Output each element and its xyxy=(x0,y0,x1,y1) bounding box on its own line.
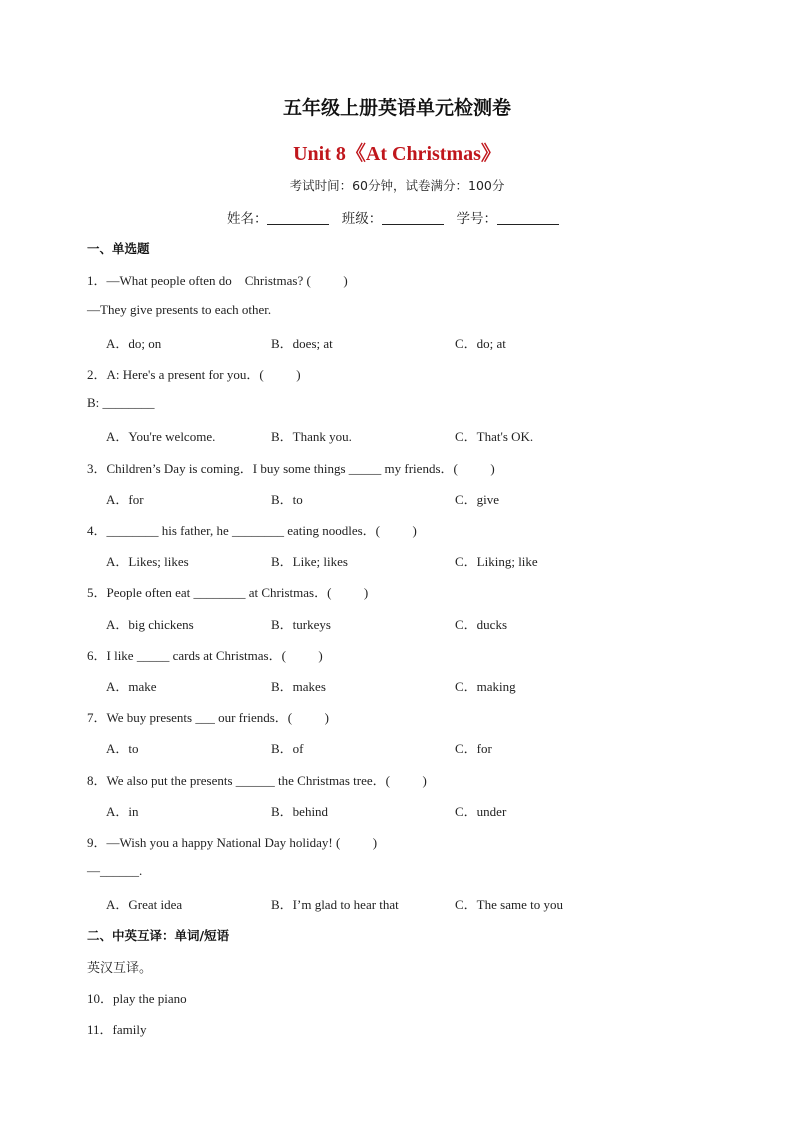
class-blank[interactable] xyxy=(382,211,444,225)
question-8: 8．We also put the presents ______ the Christmas tree．( ) xyxy=(87,773,427,788)
question-5-option-a[interactable]: A．big chickens xyxy=(106,617,194,632)
question-5-option-c[interactable]: C．ducks xyxy=(455,617,508,632)
question-2-b-line: B: ________ xyxy=(87,395,155,410)
class-label: 班级： xyxy=(341,211,383,227)
question-9-option-a[interactable]: A．Great idea xyxy=(106,897,183,912)
question-8-option-a[interactable]: A．in xyxy=(106,804,139,819)
question-10: 10．play the piano xyxy=(87,991,187,1006)
question-6: 6．I like _____ cards at Christmas．( ) xyxy=(87,648,323,663)
name-blank[interactable] xyxy=(267,211,329,225)
question-3: 3．Children’s Day is coming．I buy some things _____ my friends．( ) xyxy=(87,461,495,476)
question-1-reply: —They give presents to each other. xyxy=(87,302,272,317)
question-11: 11．family xyxy=(87,1022,147,1037)
question-9: 9．—Wish you a happy National Day holiday! ( ) xyxy=(87,835,378,850)
question-7-option-b[interactable]: B．of xyxy=(271,741,304,756)
question-6-option-a[interactable]: A．make xyxy=(106,679,157,694)
question-4-option-c[interactable]: C．Liking; like xyxy=(455,554,538,569)
question-7-option-c[interactable]: C．for xyxy=(455,741,492,756)
question-3-option-b[interactable]: B．to xyxy=(271,492,303,507)
translation-instruction: 英汉互译。 xyxy=(87,961,153,976)
page-title: 五年级上册英语单元检测卷 xyxy=(282,97,511,119)
question-6-option-c[interactable]: C．making xyxy=(455,679,516,694)
question-8-option-b[interactable]: B．behind xyxy=(271,804,329,819)
question-9-option-c[interactable]: C．The same to you xyxy=(455,897,563,912)
question-1-option-c[interactable]: C．do; at xyxy=(455,336,506,351)
question-7: 7．We buy presents ___ our friends．( ) xyxy=(87,710,329,725)
name-label: 姓名： xyxy=(226,211,268,227)
id-blank[interactable] xyxy=(497,211,559,225)
question-2-option-a[interactable]: A．You're welcome. xyxy=(106,429,216,444)
section-heading-1: 一、单选题 xyxy=(87,241,150,256)
question-4: 4．________ his father, he ________ eating noodles．( ) xyxy=(87,523,417,538)
question-1: 1．—What people often do Christmas? ( ) xyxy=(87,273,348,288)
question-2-option-c[interactable]: C．That's OK. xyxy=(455,429,534,444)
question-8-option-c[interactable]: C．under xyxy=(455,804,507,819)
question-9-option-b[interactable]: B．I’m glad to hear that xyxy=(271,897,399,912)
question-4-option-b[interactable]: B．Like; likes xyxy=(271,554,348,569)
student-info-line xyxy=(0,207,794,227)
question-1-option-b[interactable]: B．does; at xyxy=(271,336,333,351)
question-9-reply: —______. xyxy=(87,863,143,878)
question-1-option-a[interactable]: A．do; on xyxy=(106,336,162,351)
unit-subtitle: Unit 8《At Christmas》 xyxy=(293,143,501,165)
question-5-option-b[interactable]: B．turkeys xyxy=(271,617,331,632)
question-3-option-c[interactable]: C．give xyxy=(455,492,500,507)
question-2: 2．A: Here's a present for you．( ) xyxy=(87,367,301,382)
question-3-option-a[interactable]: A．for xyxy=(106,492,144,507)
id-label: 学号： xyxy=(456,211,498,227)
question-7-option-a[interactable]: A．to xyxy=(106,741,139,756)
question-4-option-a[interactable]: A．Likes; likes xyxy=(106,554,189,569)
section-heading-2: 二、中英互译：单词/短语 xyxy=(87,928,230,943)
question-6-option-b[interactable]: B．makes xyxy=(271,679,326,694)
exam-info: 考试时间：60分钟，试卷满分：100分 xyxy=(289,178,505,193)
question-5: 5．People often eat ________ at Christmas．( ) xyxy=(87,585,369,600)
question-2-option-b[interactable]: B．Thank you. xyxy=(271,429,352,444)
